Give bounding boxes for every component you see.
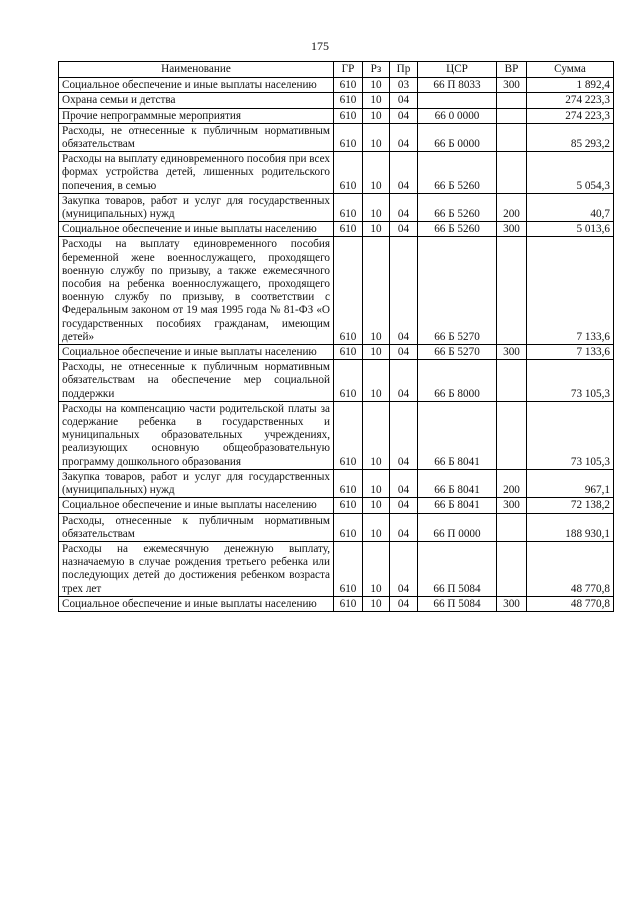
cell-vr <box>497 401 527 469</box>
cell-rz: 10 <box>363 93 390 108</box>
cell-csr: 66 Б 8000 <box>418 360 497 402</box>
cell-pr: 04 <box>390 596 418 611</box>
cell-name: Социальное обеспечение и иные выплаты населению <box>59 498 334 513</box>
cell-rz: 10 <box>363 401 390 469</box>
cell-pr: 04 <box>390 222 418 237</box>
cell-sum: 5 013,6 <box>527 222 614 237</box>
cell-pr: 04 <box>390 123 418 151</box>
cell-gr: 610 <box>334 123 363 151</box>
cell-pr: 04 <box>390 498 418 513</box>
cell-name: Охрана семьи и детства <box>59 93 334 108</box>
cell-rz: 10 <box>363 596 390 611</box>
cell-vr: 300 <box>497 596 527 611</box>
header-gr: ГР <box>334 62 363 78</box>
cell-rz: 10 <box>363 360 390 402</box>
header-rz: Рз <box>363 62 390 78</box>
cell-sum: 967,1 <box>527 469 614 497</box>
header-sum: Сумма <box>527 62 614 78</box>
cell-csr: 66 Б 5260 <box>418 152 497 194</box>
table-row <box>59 401 614 469</box>
cell-vr: 200 <box>497 469 527 497</box>
cell-name: Расходы на компенсацию части родительской платы за содержание ребенка в государственных и муниципальных образовательных учреждениях, реализующих основную общеобразовательную программу дошкольного образования <box>59 401 334 469</box>
cell-sum: 1 892,4 <box>527 78 614 93</box>
cell-gr: 610 <box>334 541 363 596</box>
cell-csr: 66 П 5084 <box>418 596 497 611</box>
cell-gr: 610 <box>334 152 363 194</box>
cell-gr: 610 <box>334 513 363 541</box>
table-row <box>59 360 614 402</box>
cell-gr: 610 <box>334 401 363 469</box>
cell-rz: 10 <box>363 498 390 513</box>
header-vr: ВР <box>497 62 527 78</box>
cell-vr <box>497 513 527 541</box>
cell-gr: 610 <box>334 93 363 108</box>
cell-rz: 10 <box>363 108 390 123</box>
cell-csr: 66 П 8033 <box>418 78 497 93</box>
cell-gr: 610 <box>334 596 363 611</box>
cell-name: Расходы, не отнесенные к публичным нормативным обязательствам <box>59 123 334 151</box>
cell-name: Прочие непрограммные мероприятия <box>59 108 334 123</box>
header-pr: Пр <box>390 62 418 78</box>
cell-pr: 04 <box>390 469 418 497</box>
cell-sum: 5 054,3 <box>527 152 614 194</box>
cell-csr: 66 Б 5270 <box>418 237 497 345</box>
table-row <box>59 108 614 123</box>
cell-pr: 04 <box>390 237 418 345</box>
cell-sum: 85 293,2 <box>527 123 614 151</box>
cell-gr: 610 <box>334 345 363 360</box>
cell-name: Закупка товаров, работ и услуг для государственных (муниципальных) нужд <box>59 193 334 221</box>
cell-gr: 610 <box>334 222 363 237</box>
cell-vr <box>497 541 527 596</box>
cell-vr <box>497 360 527 402</box>
cell-rz: 10 <box>363 152 390 194</box>
cell-rz: 10 <box>363 123 390 151</box>
cell-csr: 66 Б 5260 <box>418 193 497 221</box>
table-row <box>59 193 614 221</box>
table-row <box>59 513 614 541</box>
budget-table <box>58 61 614 612</box>
cell-csr <box>418 93 497 108</box>
table-body <box>59 78 614 612</box>
cell-gr: 610 <box>334 360 363 402</box>
header-name: Наименование <box>59 62 334 78</box>
cell-csr: 66 Б 5270 <box>418 345 497 360</box>
table-row <box>59 237 614 345</box>
cell-name: Закупка товаров, работ и услуг для государственных (муниципальных) нужд <box>59 469 334 497</box>
cell-rz: 10 <box>363 345 390 360</box>
cell-vr <box>497 152 527 194</box>
cell-gr: 610 <box>334 498 363 513</box>
table-row <box>59 78 614 93</box>
cell-csr: 66 Б 8041 <box>418 498 497 513</box>
cell-sum: 48 770,8 <box>527 596 614 611</box>
cell-pr: 04 <box>390 513 418 541</box>
cell-sum: 48 770,8 <box>527 541 614 596</box>
cell-rz: 10 <box>363 78 390 93</box>
table-row <box>59 596 614 611</box>
cell-csr: 66 Б 8041 <box>418 469 497 497</box>
cell-name: Социальное обеспечение и иные выплаты населению <box>59 596 334 611</box>
cell-rz: 10 <box>363 222 390 237</box>
cell-vr: 300 <box>497 78 527 93</box>
cell-gr: 610 <box>334 78 363 93</box>
cell-pr: 04 <box>390 193 418 221</box>
table-row <box>59 345 614 360</box>
cell-pr: 04 <box>390 93 418 108</box>
cell-vr <box>497 108 527 123</box>
cell-rz: 10 <box>363 469 390 497</box>
cell-csr: 66 0 0000 <box>418 108 497 123</box>
table-row <box>59 123 614 151</box>
cell-csr: 66 П 0000 <box>418 513 497 541</box>
cell-pr: 03 <box>390 78 418 93</box>
cell-pr: 04 <box>390 152 418 194</box>
cell-name: Социальное обеспечение и иные выплаты населению <box>59 222 334 237</box>
cell-csr: 66 Б 8041 <box>418 401 497 469</box>
cell-rz: 10 <box>363 237 390 345</box>
cell-sum: 7 133,6 <box>527 237 614 345</box>
cell-sum: 7 133,6 <box>527 345 614 360</box>
page-number: 175 <box>311 39 329 53</box>
table-row <box>59 498 614 513</box>
cell-vr <box>497 123 527 151</box>
cell-name: Расходы, не отнесенные к публичным нормативным обязательствам на обеспечение мер социальной поддержки <box>59 360 334 402</box>
cell-gr: 610 <box>334 108 363 123</box>
cell-gr: 610 <box>334 237 363 345</box>
cell-pr: 04 <box>390 108 418 123</box>
cell-csr: 66 Б 5260 <box>418 222 497 237</box>
cell-csr: 66 Б 0000 <box>418 123 497 151</box>
cell-pr: 04 <box>390 360 418 402</box>
table-row <box>59 222 614 237</box>
cell-rz: 10 <box>363 193 390 221</box>
cell-name: Социальное обеспечение и иные выплаты населению <box>59 78 334 93</box>
cell-name: Расходы на выплату единовременного пособия при всех формах устройства детей, лишенных родительского попечения, в семью <box>59 152 334 194</box>
cell-sum: 73 105,3 <box>527 401 614 469</box>
table-header-row <box>59 62 614 78</box>
cell-sum: 73 105,3 <box>527 360 614 402</box>
cell-sum: 188 930,1 <box>527 513 614 541</box>
cell-csr: 66 П 5084 <box>418 541 497 596</box>
cell-sum: 40,7 <box>527 193 614 221</box>
cell-pr: 04 <box>390 345 418 360</box>
cell-vr <box>497 93 527 108</box>
cell-sum: 274 223,3 <box>527 108 614 123</box>
cell-sum: 72 138,2 <box>527 498 614 513</box>
cell-vr: 300 <box>497 222 527 237</box>
table-row <box>59 541 614 596</box>
cell-vr: 300 <box>497 345 527 360</box>
table-row <box>59 93 614 108</box>
cell-rz: 10 <box>363 513 390 541</box>
cell-vr: 200 <box>497 193 527 221</box>
header-csr: ЦСР <box>418 62 497 78</box>
cell-gr: 610 <box>334 469 363 497</box>
cell-pr: 04 <box>390 401 418 469</box>
cell-gr: 610 <box>334 193 363 221</box>
cell-name: Расходы, отнесенные к публичным нормативным обязательствам <box>59 513 334 541</box>
cell-pr: 04 <box>390 541 418 596</box>
cell-name: Расходы на выплату единовременного пособия беременной жене военнослужащего, проходящего военную службу по призыву, а также ежемесячного пособия на ребенка военнослужащего, проходящего военную службу по призыву, в соответствии с Федеральным законом от 19 мая 1995 года № 81-ФЗ «О государственных пособиях гражданам, имеющим детей» <box>59 237 334 345</box>
table-row <box>59 152 614 194</box>
cell-sum: 274 223,3 <box>527 93 614 108</box>
cell-vr <box>497 237 527 345</box>
cell-name: Социальное обеспечение и иные выплаты населению <box>59 345 334 360</box>
cell-vr: 300 <box>497 498 527 513</box>
cell-rz: 10 <box>363 541 390 596</box>
table-row <box>59 469 614 497</box>
cell-name: Расходы на ежемесячную денежную выплату, назначаемую в случае рождения третьего ребенка или последующих детей до достижения ребенком возраста трех лет <box>59 541 334 596</box>
